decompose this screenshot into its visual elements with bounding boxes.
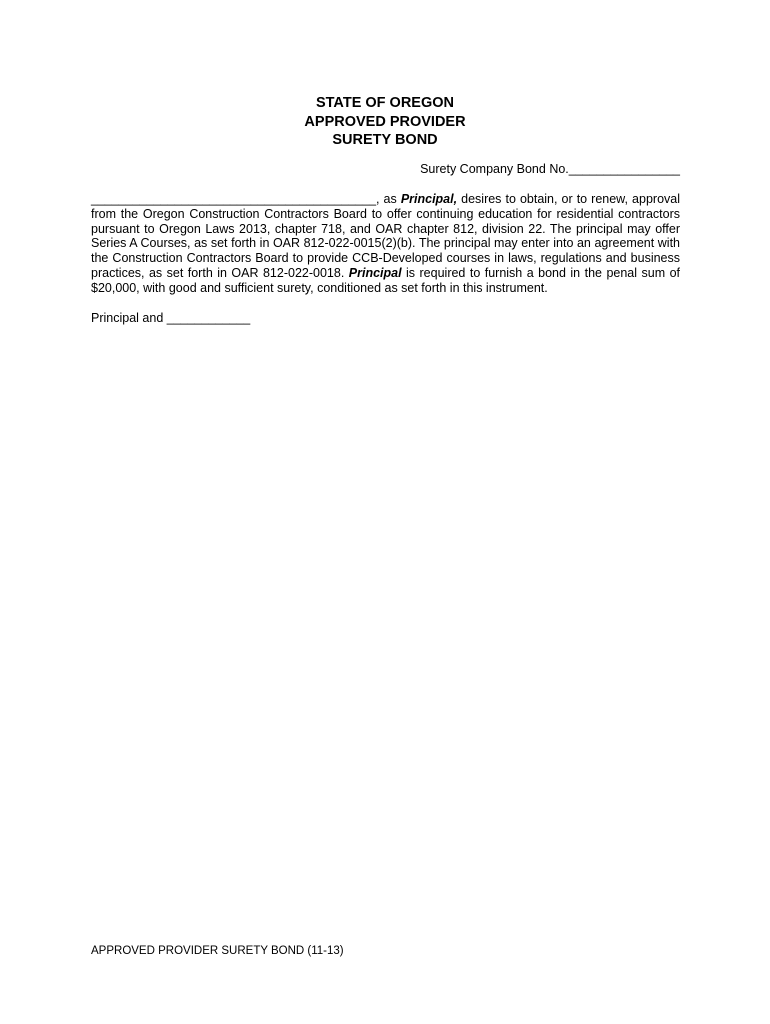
principal-paragraph: [91, 192, 680, 296]
paragraph-text-2: is required to furnish a bond in the penal sum of $20,000, with good and sufficient surety, conditioned as set forth in this instrument.: [91, 265, 680, 295]
title-line-1: STATE OF OREGON: [315, 95, 455, 111]
principal-name-blank: _________________________________________: [91, 192, 377, 206]
principal-term-2: Principal: [348, 265, 402, 280]
intro-connector: , as: [376, 192, 401, 206]
bond-number-field: Surety Company Bond No.________________: [420, 162, 680, 176]
title-line-3: SURETY BOND: [332, 132, 438, 148]
principal-and-line: Principal and ____________: [91, 311, 251, 325]
title-line-2: APPROVED PROVIDER: [304, 113, 466, 130]
paragraph-text-1: desires to obtain, or to renew, approval from the Oregon Construction Contractors Board to offer continuing education for residential contractors pursuant to Oregon Laws 2013, chapter 718, and OAR chapter 812, division 22. The principal may offer Series A Courses, as set forth in OAR 812-022-0015(2)(b). The principal may enter into an agreement with the Construction Contractors Board to provide CCB-Developed courses in laws, regulations and business practices, as set forth in OAR 812-022-0018.: [91, 192, 680, 280]
principal-term-1: Principal,: [400, 192, 458, 206]
page-footer: APPROVED PROVIDER SURETY BOND (11-13): [91, 945, 344, 957]
document-title: [0, 94, 770, 150]
